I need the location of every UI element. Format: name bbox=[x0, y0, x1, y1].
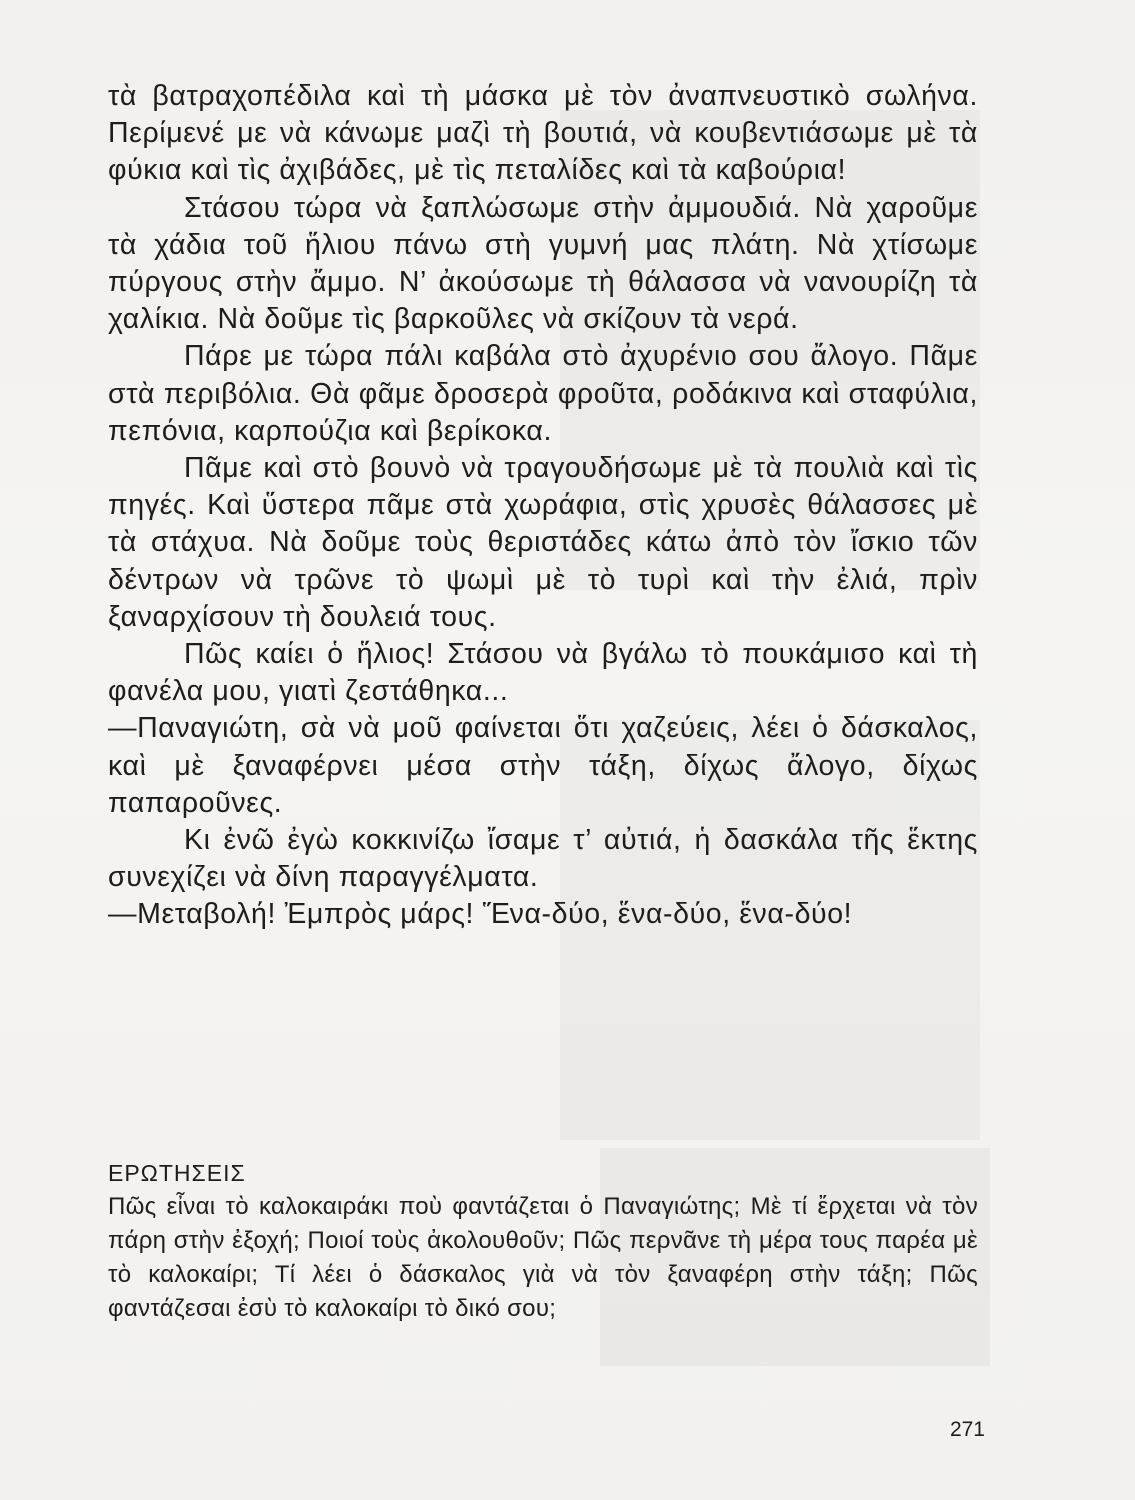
page-number: 271 bbox=[949, 1418, 985, 1441]
dialogue-paragraph: —Μεταβολή! Ἐμπρὸς μάρς! Ἕνα-δύο, ἕνα-δύο, ἕνα-δύο! bbox=[108, 898, 853, 931]
paragraph: Πάρε με τώρα πάλι καβάλα στὸ ἀχυρένιο σου ἄλογο. Πᾶμε στὰ περιβόλια. Θὰ φᾶμε δροσερὰ φροῦτα, ροδάκινα καὶ σταφύλια, πεπόνια, καρπούζια καὶ βερίκοκα. bbox=[108, 340, 978, 447]
questions-heading: ΕΡΩΤΗΣΕΙΣ bbox=[108, 1160, 246, 1186]
paragraph: Κι ἐνῶ ἐγὼ κοκκινίζω ἴσαμε τ’ αὐτιά, ἡ δασκάλα τῆς ἕκτης συνεχίζει νὰ δίνη παραγγέλματα. bbox=[108, 824, 978, 894]
paragraph: Στάσου τώρα νὰ ξαπλώσωμε στὴν ἀμμουδιά. Νὰ χαροῦμε τὰ χάδια τοῦ ἥλιου πάνω στὴ γυμνή μας πλάτη. Νὰ χτίσωμε πύργους στὴν ἄμμο. Ν’ ἀκούσωμε τὴ θάλασσα νὰ νανουρίζη τὰ χαλίκια. Νὰ δοῦμε τὶς βαρκοῦλες νὰ σκίζουν τὰ νερά. bbox=[108, 191, 978, 336]
questions-body: Πῶς εἶναι τὸ καλοκαιράκι ποὺ φαντάζεται ὁ Παναγιώτης; Μὲ τί ἔρχεται νὰ τὸν πάρη στὴν ἐξοχή; Ποιοί τοὺς ἀκολουθοῦν; Πῶς περνᾶνε τὴ μέρα τους παρέα μὲ τὸ καλοκαίρι; Τί λέει ὁ δάσκαλος γιὰ νὰ τὸν ξαναφέρη στὴν τάξη; Πῶς φαντάζεσαι ἐσὺ τὸ καλοκαίρι τὸ δικό σου; bbox=[108, 1193, 978, 1322]
paragraph: Πῶς καίει ὁ ἥλιος! Στάσου νὰ βγάλω τὸ πουκάμισο καὶ τὴ φανέλα μου, γιατὶ ζεστάθηκα... bbox=[108, 638, 978, 708]
questions-section bbox=[108, 1158, 988, 1326]
story-text bbox=[108, 78, 978, 934]
paragraph: τὰ βατραχοπέδιλα καὶ τὴ μάσκα μὲ τὸν ἀναπνευστικὸ σωλήνα. Περίμενέ με νὰ κάνωμε μαζὶ τὴ βουτιά, νὰ κουβεντιάσωμε μὲ τὰ φύκια καὶ τὶς ἀχιβάδες, μὲ τὶς πεταλίδες καὶ τὰ καβούρια! bbox=[108, 80, 978, 187]
dialogue-paragraph: —Παναγιώτη, σὰ νὰ μοῦ φαίνεται ὅτι χαζεύεις, λέει ὁ δάσκαλος, καὶ μὲ ξαναφέρνει μέσα στὴν τάξη, δίχως ἄλογο, δίχως παπαροῦνες. bbox=[108, 712, 978, 819]
paragraph: Πᾶμε καὶ στὸ βουνὸ νὰ τραγουδήσωμε μὲ τὰ πουλιὰ καὶ τὶς πηγές. Καὶ ὕστερα πᾶμε στὰ χωράφια, στὶς χρυσὲς θάλασσες μὲ τὰ στάχυα. Νὰ δοῦμε τοὺς θεριστάδες κάτω ἀπὸ τὸν ἴσκιο τῶν δέντρων νὰ τρῶνε τὸ ψωμὶ μὲ τὸ τυρὶ καὶ τὴν ἐλιά, πρὶν ξαναρχίσουν τὴ δουλειά τους. bbox=[108, 452, 978, 633]
